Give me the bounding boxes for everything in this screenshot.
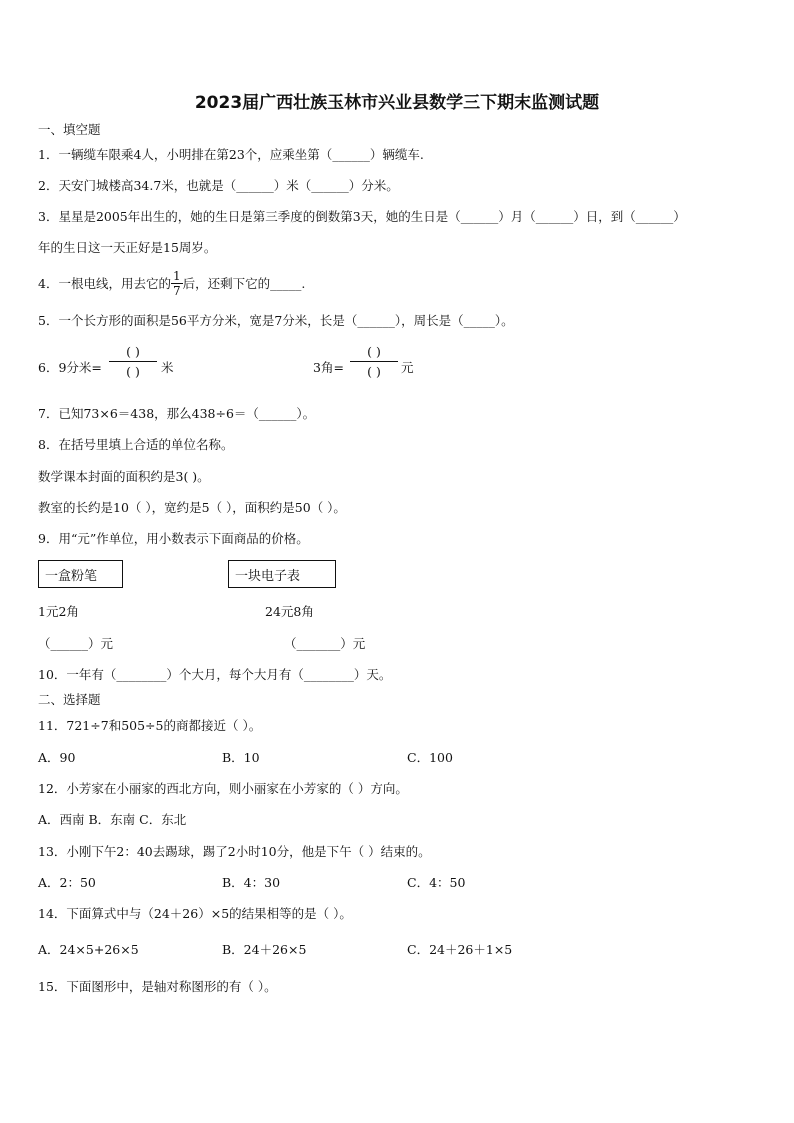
question-6b-label: 3角=: [313, 360, 344, 375]
fraction-denominator: 7: [172, 284, 181, 298]
question-14: 14．下面算式中与（24＋26）×5的结果相等的是（ ）。: [38, 906, 352, 921]
fraction-bar: [109, 361, 157, 362]
fraction-one-seventh: [171, 269, 183, 298]
question-2: 2．天安门城楼高34.7米，也就是（______）米（______）分米。: [38, 178, 399, 193]
section-choice-heading: 二、选择题: [38, 692, 101, 707]
price-chalk: 1元2角: [38, 604, 79, 619]
question-5: 5．一个长方形的面积是56平方分米，宽是7分米，长是（______），周长是（_____）。: [38, 313, 514, 328]
fraction-denominator-blank: ( ): [367, 364, 381, 379]
fraction-numerator-blank: ( ): [126, 344, 140, 359]
question-12-options: A．西南 B．东南 C．东北: [38, 812, 187, 827]
fraction-numerator-blank: ( ): [367, 344, 381, 359]
question-8: 8．在括号里填上合适的单位名称。: [38, 437, 234, 452]
question-3-line1: 3．星星是2005年出生的，她的生日是第三季度的倒数第3天，她的生日是（______）月（______）日，到（______）: [38, 209, 686, 224]
page-title: 2023届广西壮族玉林市兴业县数学三下期末监测试题: [194, 93, 600, 113]
question-9: 9．用“元”作单位，用小数表示下面商品的价格。: [38, 531, 309, 546]
item-box-chalk: 一盒粉笔: [38, 560, 123, 588]
question-11: 11．721÷7和505÷5的商都接近（ ）。: [38, 718, 262, 733]
question-14-option-c: C．24＋26＋1×5: [407, 942, 513, 957]
answer-watch: （_______）元: [284, 636, 366, 651]
question-8-part-b: 教室的长约是10（ ），宽约是5（ ），面积约是50（ ）。: [38, 500, 346, 515]
question-6b-fraction: [350, 344, 398, 379]
question-12: 12．小芳家在小丽家的西北方向，则小丽家在小芳家的（ ）方向。: [38, 781, 408, 796]
question-10: 10．一年有（________）个大月，每个大月有（________）天。: [38, 667, 392, 682]
question-14-option-b: B．24＋26×5: [222, 942, 307, 957]
question-6-label: 6．9分米=: [38, 360, 102, 375]
answer-chalk: （______）元: [38, 636, 114, 651]
question-7: 7．已知73×6＝438，那么438÷6＝（______）。: [38, 406, 316, 421]
fraction-numerator: 1: [172, 269, 181, 283]
question-4-text-end: 后，还剩下它的_____.: [182, 275, 306, 291]
item-box-watch: 一块电子表: [228, 560, 336, 588]
section-fill-heading: 一、填空题: [38, 122, 101, 137]
question-13: 13．小刚下午2：40去踢球，踢了2小时10分，他是下午（ ）结束的。: [38, 844, 431, 859]
question-1: 1．一辆缆车限乘4人，小明排在第23个，应乘坐第（______）辆缆车.: [38, 147, 424, 162]
question-3-line2: 年的生日这一天正好是15周岁。: [38, 240, 217, 255]
price-watch: 24元8角: [265, 604, 314, 619]
question-13-option-c: C．4：50: [407, 875, 466, 890]
question-8-part-a: 数学课本封面的面积约是3( )。: [38, 469, 210, 484]
question-11-option-b: B．10: [222, 750, 260, 765]
fraction-denominator-blank: ( ): [126, 364, 140, 379]
question-6-fraction: [109, 344, 157, 379]
question-4: [38, 269, 305, 298]
question-13-option-a: A．2：50: [38, 875, 96, 890]
question-11-option-a: A．90: [38, 750, 76, 765]
question-15: 15．下面图形中，是轴对称图形的有（ ）。: [38, 979, 277, 994]
question-14-option-a: A．24×5+26×5: [38, 942, 139, 957]
fraction-bar: [350, 361, 398, 362]
question-4-text-start: 4．一根电线，用去它的: [38, 275, 171, 291]
question-6-unit: 米: [161, 360, 174, 375]
question-11-option-c: C．100: [407, 750, 453, 765]
question-13-option-b: B．4：30: [222, 875, 281, 890]
question-6b-unit: 元: [401, 360, 414, 375]
